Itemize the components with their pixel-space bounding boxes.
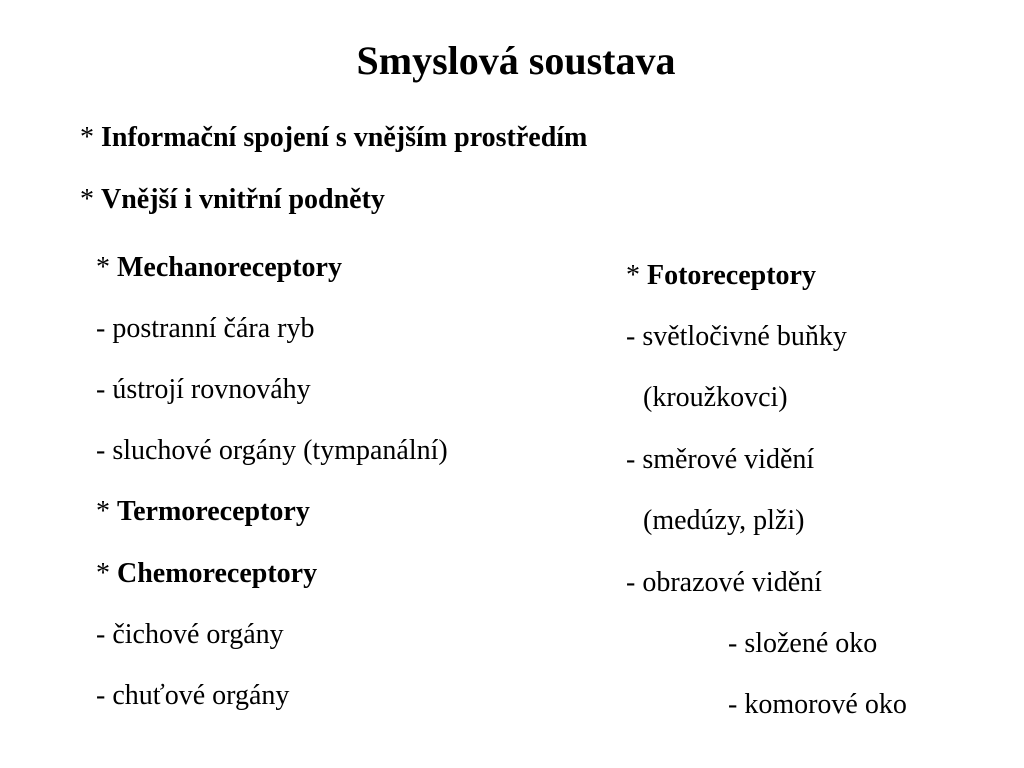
slide-title: Smyslová soustava (356, 38, 676, 83)
top-bullet-text: Informační spojení s vnějším prostředím (101, 122, 588, 153)
right-item: (medúzy, plži) (643, 505, 805, 536)
right-subitem: - složené oko (728, 628, 878, 659)
left-item: - postranní čára ryb (96, 313, 315, 344)
bullet-marker: * (96, 252, 117, 283)
bullet-marker: * (80, 122, 101, 153)
left-heading-text: Mechanoreceptory (117, 252, 342, 283)
left-heading-text: Termoreceptory (117, 496, 310, 527)
right-subitem: - komorové oko (728, 689, 907, 720)
left-item: - sluchové orgány (tympanální) (96, 435, 448, 466)
bullet-marker: * (96, 496, 117, 527)
left-item: - čichové orgány (96, 619, 284, 650)
right-item: - obrazové vidění (626, 567, 822, 598)
right-heading-photoreceptors (626, 260, 816, 292)
right-item: - směrové vidění (626, 444, 815, 475)
right-heading-text: Fotoreceptory (647, 260, 816, 291)
left-heading-chemoreceptors (96, 558, 317, 590)
right-item: (kroužkovci) (643, 382, 788, 413)
top-bullet-text: Vnější i vnitřní podněty (101, 184, 385, 215)
bullet-marker: * (80, 184, 101, 215)
left-heading-thermoreceptors (96, 496, 310, 528)
bullet-marker: * (626, 260, 647, 291)
bullet-marker: * (96, 558, 117, 589)
top-bullet-2 (80, 184, 385, 216)
top-bullet-1 (80, 122, 587, 154)
left-heading-text: Chemoreceptory (117, 558, 318, 589)
left-item: - ústrojí rovnováhy (96, 374, 311, 405)
left-heading-mechanoreceptors (96, 252, 342, 284)
left-item: - chuťové orgány (96, 680, 290, 711)
right-item: - světločivné buňky (626, 321, 847, 352)
